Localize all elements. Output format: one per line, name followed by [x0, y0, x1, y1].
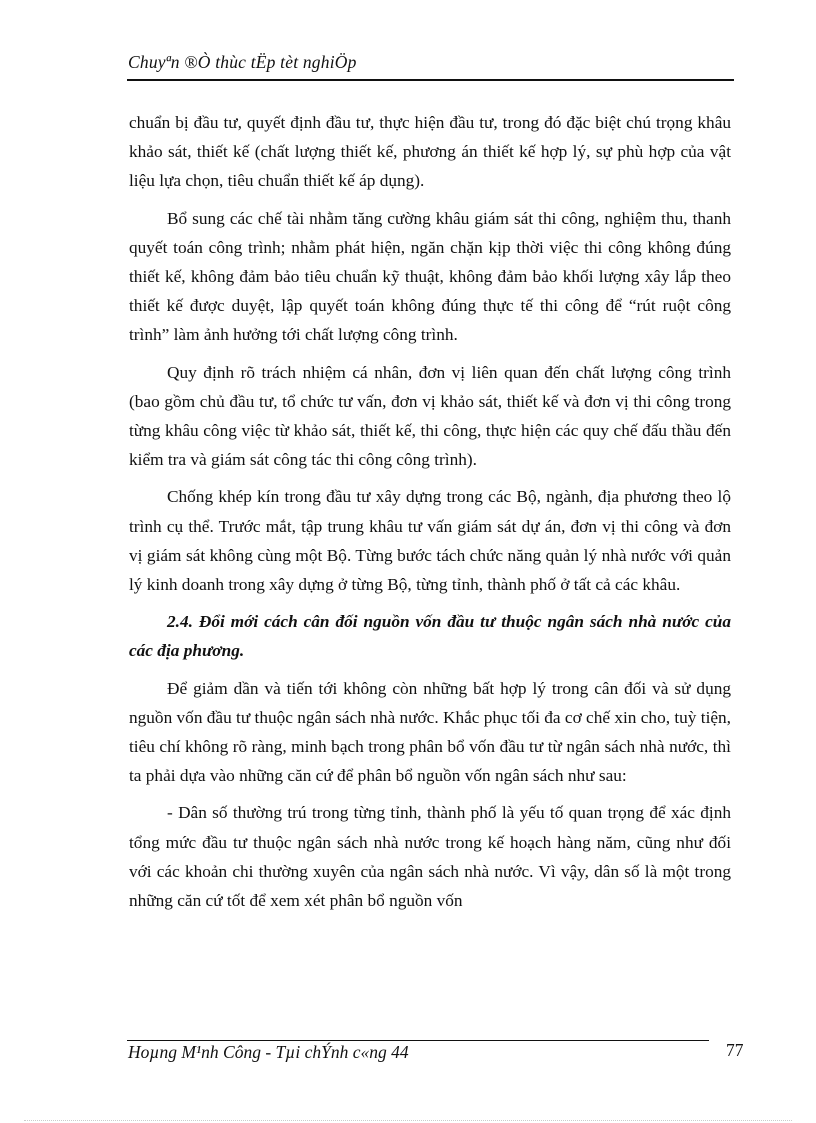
paragraph-continuation: chuẩn bị đầu tư, quyết định đầu tư, thực hiện đầu tư, trong đó đặc biệt chú trọng khâu khảo sát, thiết kế (chất lượng thiết kế, phương án thiết kế hợp lý, sự phù hợp của vật liệu lựa chọn, tiêu chuẩn thiết kế áp dụng). — [129, 113, 731, 191]
paragraph-anti-closed-loop: Chống khép kín trong đầu tư xây dựng trong các Bộ, ngành, địa phương theo lộ trình cụ thể. Trước mắt, tập trung khâu tư vấn giám sát dự án, đơn vị thi công và đơn vị giám sát không cùng một Bộ. Từng bước tách chức năng quản lý nhà nước với quản lý kinh doanh trong xây dựng ở từng Bộ, từng tỉnh, thành phố ở tất cả các khâu. — [129, 487, 731, 595]
paragraph-responsibility: Quy định rõ trách nhiệm cá nhân, đơn vị liên quan đến chất lượng công trình (bao gồm chủ đầu tư, tổ chức tư vấn, đơn vị khảo sát, thiết kế và đơn vị thi công trong từng khâu công việc từ khảo sát, thiết kế, thi công, thực hiện các quy chế đấu thầu đến kiểm tra và giám sát công tác thi công công trình). — [129, 362, 731, 470]
page-number: 77 — [726, 1040, 744, 1060]
footer-author: Hoµng M¹nh Công - Tµi chÝnh c«ng 44 — [128, 1042, 409, 1062]
section-heading: 2.4. Đổi mới cách cân đối nguồn vốn đầu tư thuộc ngân sách nhà nước của các địa phương. — [129, 612, 731, 661]
paragraph-budget-allocation: Để giảm dần và tiến tới không còn những bất hợp lý trong cân đối và sử dụng nguồn vốn đầu tư thuộc ngân sách nhà nước. Khắc phục tối đa cơ chế xin cho, tuỳ tiện, tiêu chí không rõ ràng, minh bạch trong phân bổ vốn đầu tư từ ngân sách nhà nước, thì ta phải dựa vào những căn cứ để phân bổ nguồn vốn ngân sách như sau: — [129, 678, 731, 786]
page-body — [129, 108, 731, 923]
running-header: Chuyªn ®Ò thùc tËp tèt nghiÖp — [128, 52, 357, 72]
page-edge-divider — [24, 1120, 792, 1121]
paragraph-sanctions: Bổ sung các chế tài nhằm tăng cường khâu giám sát thi công, nghiệm thu, thanh quyết toán công trình; nhằm phát hiện, ngăn chặn kịp thời việc thi công không đúng thiết kế, không đảm bảo tiêu chuẩn kỹ thuật, không đảm bảo khối lượng xây lắp theo thiết kế được duyệt, lập quyết toán không đúng thực tế thi công để “rút ruột công trình” làm ảnh hưởng tới chất lượng công trình. — [129, 208, 731, 345]
paragraph-population-criterion: - Dân số thường trú trong từng tỉnh, thành phố là yếu tố quan trọng để xác định tổng mức đầu tư thuộc ngân sách nhà nước trong kế hoạch hàng năm, cũng như đối với các khoản chi thường xuyên của ngân sách nhà nước. Vì vậy, dân số là một trong những căn cứ tốt để xem xét phân bổ nguồn vốn — [129, 803, 731, 911]
footer-divider — [127, 1040, 709, 1041]
header-divider — [127, 79, 734, 81]
